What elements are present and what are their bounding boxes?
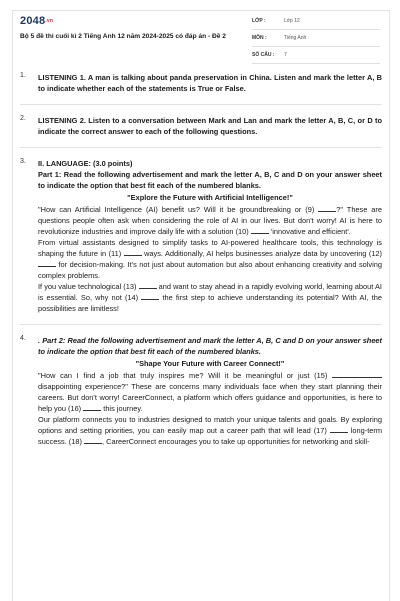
passage-paragraph: "How can Artificial Intelligence (AI) benefit us? Will it be groundbreaking or (9) ?" These are questions people often ask when considering the role of AI in our lives. But don't worry! AI is here to revolutionize industries and improve daily life with a solution (10) 'innovative and efficient'.	[38, 205, 382, 236]
question-list	[20, 72, 382, 447]
passage-title: "Shape Your Future with Career Connect!"	[135, 359, 285, 368]
divider	[20, 324, 382, 325]
meta-row-count	[252, 50, 380, 64]
answer-blank[interactable]	[141, 292, 159, 300]
divider	[20, 104, 382, 105]
question-text: LISTENING 2. Listen to a conversation between Mark and Lan and mark the letter A, B, C, or D to indicate the correct answer to each of the following questions.	[38, 116, 382, 136]
document-meta	[252, 16, 380, 67]
answer-blank[interactable]	[332, 370, 382, 378]
passage-title: "Explore the Future with Artificial Intelligence!"	[127, 193, 293, 202]
question-item	[20, 115, 382, 137]
document-header	[20, 14, 380, 64]
answer-blank[interactable]	[83, 403, 101, 411]
answer-blank[interactable]	[330, 425, 348, 433]
answer-blank[interactable]	[139, 281, 157, 289]
meta-label: LỚP :	[252, 18, 266, 24]
question-instruction: Part 1: Read the following advertisement and mark the letter A, B, C and D on your answer sheet to indicate the option that best fit each of the numbered blanks.	[38, 170, 382, 190]
divider	[20, 147, 382, 148]
passage-paragraph: From virtual assistants designed to simplify tasks to AI-powered healthcare tools, this technology is shaping the future in (11) ways. Additionally, AI helps businesses analyze data by uncovering (12) for decision-making. It's not just about automation but also about enhancing creativity and solving complex problems.	[38, 238, 383, 280]
site-logo[interactable]: 2048.vn	[20, 15, 54, 27]
passage-paragraph: "How can I find a job that truly inspires me? Will it be meaningful or just (15) disappointing experience?" These are concerns many individuals face when they start planning their careers. But don't worry! CareerConnect, a platform which offers guidance and opportunities, is here to help you (16) this journey.	[38, 371, 382, 413]
section-heading: II. LANGUAGE: (3.0 points)	[38, 159, 133, 168]
meta-value: 7	[284, 52, 287, 58]
meta-row-subject	[252, 33, 380, 47]
passage-paragraph: Our platform connects you to industries designed to match your unique talents and goals. By exploring options and setting priorities, you can easily map out a career path that will lead (17) long-term success. (18) , CareerConnect encourages you to take up opportunities for networking and skill-	[38, 415, 382, 446]
passage-paragraph: If you value technological (13) and want to stay ahead in a rapidly evolving world, learning about AI is essential. So, why not (14) the first step to achieve understanding its potential? With AI, the possibilities are limitless!	[38, 282, 383, 313]
meta-value: Tiếng Anh	[284, 35, 307, 41]
meta-row-class	[252, 16, 380, 30]
question-number: 1.	[20, 72, 26, 79]
question-item	[20, 158, 382, 314]
meta-label: SỐ CÂU :	[252, 52, 275, 58]
answer-blank[interactable]	[84, 436, 102, 444]
answer-blank[interactable]	[38, 259, 56, 267]
question-text: LISTENING 1. A man is talking about panda preservation in China. Listen and mark the letter A, B to indicate whether each of the statements is True or False.	[38, 73, 382, 93]
answer-blank[interactable]	[124, 248, 142, 256]
answer-blank[interactable]	[251, 226, 269, 234]
question-number: 3.	[20, 158, 26, 165]
question-item	[20, 335, 382, 447]
meta-value: Lớp 12	[284, 18, 300, 24]
question-number: 2.	[20, 115, 26, 122]
question-item	[20, 72, 382, 94]
question-instruction: . Part 2: Read the following advertisement and mark the letter A, B, C and D on your answer sheet to indicate the option that best fit each of the numbered blanks.	[38, 336, 382, 356]
document-title: Bộ 5 đề thi cuối kì 2 Tiếng Anh 12 năm 2024-2025 có đáp án - Đề 2	[20, 33, 226, 40]
answer-blank[interactable]	[318, 204, 336, 212]
question-number: 4.	[20, 335, 26, 342]
meta-label: MÔN :	[252, 35, 267, 41]
